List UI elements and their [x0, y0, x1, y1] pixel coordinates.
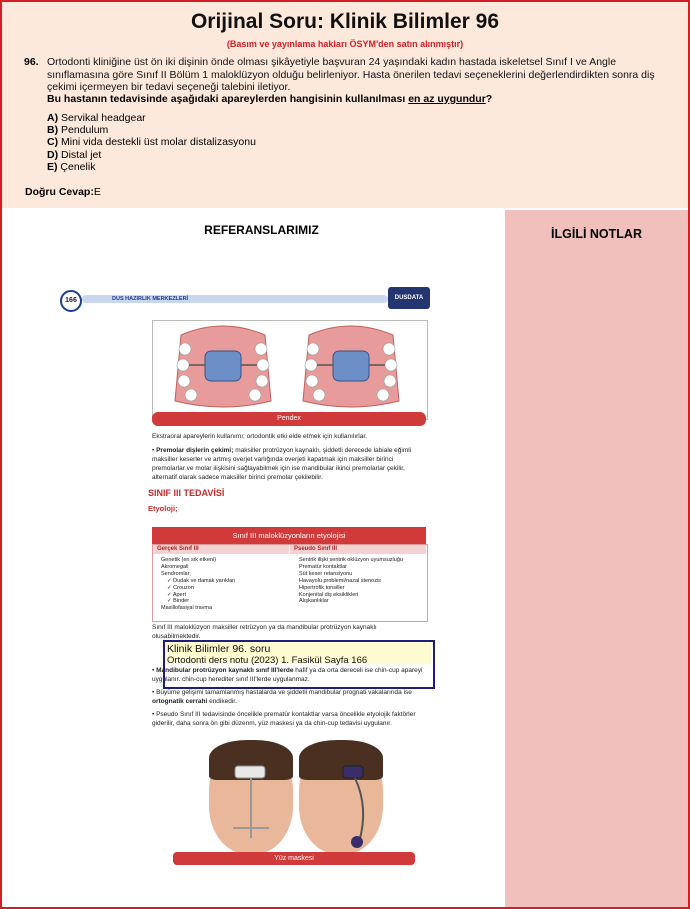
table-cell: Akromegali [161, 563, 189, 570]
highlight-line-1: Klinik Bilimler 96. soru [167, 643, 271, 655]
option-text: Çenelik [60, 160, 96, 173]
bullet-text: Pseudo Sınıf III tedavisinde öncelikle prematür kontaktlar varsa öncelikle etyolojik faktörler giderilir, daha sonra ön gibi düzenm, yüz maskesi ya da chin-cup tedavisi uygulanır. [152, 711, 416, 727]
publisher-logo: DUSDATA [388, 287, 430, 309]
table-col-2 [299, 557, 423, 605]
option-key: C) [47, 136, 59, 149]
highlight-line-2: Ortodonti ders notu (2023) 1. Fasikül Sayfa 166 [167, 655, 368, 666]
option-text: Servikal headgear [61, 112, 146, 124]
etiology-label: Etyoloji; [148, 504, 178, 513]
table-cell: Havayolu problemi/nazal stenozis [299, 577, 381, 584]
bullet-text: maksiller protrüzyon kaynaklı, şiddetli derecede labiale eğimli maksiller keserler ve artmış overjet varlığında overjeti kapatmak için maksiller birinci premolarlar ve molar ilişkisini sağlayabilmek için ise mandibular ikinci premolarlar çekilir, alternatif olarak sadece maksiller birinci premolar çekilebilir. [152, 447, 412, 481]
section-title: SINIF III TEDAVİSİ [148, 488, 225, 498]
references-heading: REFERANSLARIMIZ [204, 223, 319, 237]
table-cell: ✓ Binder [167, 598, 190, 605]
table-col-header: Gerçek Sınıf III [153, 545, 289, 554]
notes-heading: İLGİLİ NOTLAR [551, 227, 642, 241]
option-e [47, 161, 256, 173]
book-paragraph-2: Sınıf III maloklüzyon maksiller retrüzyon ya da mandibular protrüzyon kaynaklı olusabilmektedir. [152, 624, 377, 640]
notes-panel [505, 210, 688, 907]
bullet-text-end: endikedir. [207, 698, 237, 705]
etiology-table [152, 544, 428, 622]
bullet-text: hafif ya da orta dereceli ise chin-cup apareyi uygulanır. chin-cup herediter sınıf III'lerde uygulanmaz. [152, 667, 423, 683]
etiology-table-title: Sınıf III maloklüzyonların etyolojisi [152, 527, 426, 544]
option-text: Pendulum [61, 124, 109, 137]
table-cell: ✓ Crouzon [167, 584, 194, 591]
answer-label: Doğru Cevap: [25, 186, 94, 198]
page-title: Orijinal Soru: Klinik Bilimler 96 [190, 10, 500, 33]
face-mask-caption: Yüz maskesi [173, 852, 415, 865]
question-panel [2, 2, 688, 208]
question-number: 96. [24, 56, 39, 68]
book-header-bar: DUS HAZIRLIK MERKEZLERİ [82, 295, 388, 303]
options-list [47, 112, 256, 173]
table-cell: Maxillofasiyal travma [161, 605, 213, 612]
question-ask-lead: Bu hastanın tedavisinde aşağıdaki apareylerden hangisinin kullanılması [47, 93, 409, 105]
table-cell: Prematür kontaktlar [299, 563, 347, 570]
option-key: A) [47, 112, 59, 124]
table-col-header: Pseudo Sınıf III [290, 545, 426, 554]
table-cell: Sentrik ilişki sentrik oklüzyon uyumsuzluğu [299, 557, 403, 563]
question-ask [47, 93, 667, 105]
book-paragraph-1: Ekstraoral apareylerin kullanımı; ortodontik etki elde etmek için kullanılırlar. [152, 433, 367, 440]
page-number: 166 [60, 290, 82, 312]
face-mask-photo [173, 738, 415, 866]
option-text: Distal jet [61, 148, 102, 161]
question-ask-emphasis: en az uygundur [408, 93, 486, 105]
table-col-1 [161, 557, 287, 612]
pendex-illustration [152, 320, 428, 420]
table-cell: Alışkanlıklar [299, 598, 329, 605]
question-ask-end: ? [485, 93, 493, 105]
book-bullet-3: • Büyüme gelişimi tamamlanmış hastalarda ve şiddetli mandibular prognati vakalarında ise ortognatik cerrahi endikedir. [152, 689, 412, 705]
question-text: Ortodonti kliniğine üst ön iki dişinin önde olması şikâyetiyle başvuran 24 yaşındaki kadın hastada iskeletsel Sınıf I ve Angle sınıflamasına göre Sınıf II Bölüm 1 maloklüzyon olduğu belirleniyor. Hasta önerilen tedavi seçeneklerini değerlendirdikten sonra diş çekimi içermeyen bir tedavi seçeneği talebini iletiyor. [47, 56, 655, 93]
option-c [47, 136, 256, 148]
table-cell: ✓ Apert [167, 591, 186, 598]
bullet-bold: Premolar dişlerin çekimi; [156, 447, 234, 454]
option-text: Mini vida destekli üst molar distalizasyonu [61, 136, 256, 149]
option-b [47, 124, 256, 136]
table-cell: ✓ Dudak ve damak yarıkları [167, 577, 236, 584]
bullet-bold: ortognatik cerrahi [152, 698, 208, 705]
table-cell: Süt keser retansiyonu [299, 570, 353, 577]
correct-answer [25, 186, 101, 198]
book-bullet-1: • Premolar dişlerin çekimi; maksiller protrüzyon kaynaklı, şiddetli derecede labiale eğimli maksiller keserler ve artmış overjet varlığında overjeti kapatmak için maksiller birinci premolarlar ve molar ilişkisini sağlayabilmek için ise mandibular ikinci premolarlar çekilir, alternatif olarak sadece maksiller birinci premolar çekilebilir. [152, 447, 412, 481]
option-key: D) [47, 148, 59, 161]
pendex-caption: Pendex [152, 412, 426, 426]
table-cell: Genetik (en sık etkeni) [161, 557, 217, 563]
book-bullet-4: • Pseudo Sınıf III tedavisinde öncelikle prematür kontaktlar varsa öncelikle etyolojik faktörler giderilir, daha sonra ön gibi düzenm, yüz maskesi ya da chin-cup tedavisi uygulanır. [152, 711, 416, 727]
table-cell: Sendromlar; [161, 570, 191, 577]
answer-value: E [93, 186, 101, 198]
book-bullet-2: • Mandibular protrüzyon kaynaklı sınıf III'lerde hafif ya da orta dereceli ise chin-cup apareyi uygulanır. chin-cup herediter sınıf III'lerde uygulanmaz. [152, 667, 423, 683]
dental-arch-illustration [153, 321, 427, 413]
copyright-note: (Basım ve yayınlama hakları ÖSYM'den satın alınmıştır) [226, 39, 464, 49]
option-d [47, 149, 256, 161]
table-cell: Konjenital diş eksiklikleri [299, 591, 359, 598]
table-cell: Hipertrofik tonsiller [299, 584, 345, 591]
option-key: B) [47, 124, 59, 137]
face-mask-appliance [173, 738, 415, 866]
bullet-text: Büyüme gelişimi tamamlanmış hastalarda ve şiddetli mandibular prognati vakalarında ise [156, 689, 412, 696]
option-key: E) [47, 160, 58, 173]
bullet-bold: Mandibular protrüzyon kaynaklı sınıf III'lerde [156, 667, 294, 674]
option-a [47, 112, 256, 124]
